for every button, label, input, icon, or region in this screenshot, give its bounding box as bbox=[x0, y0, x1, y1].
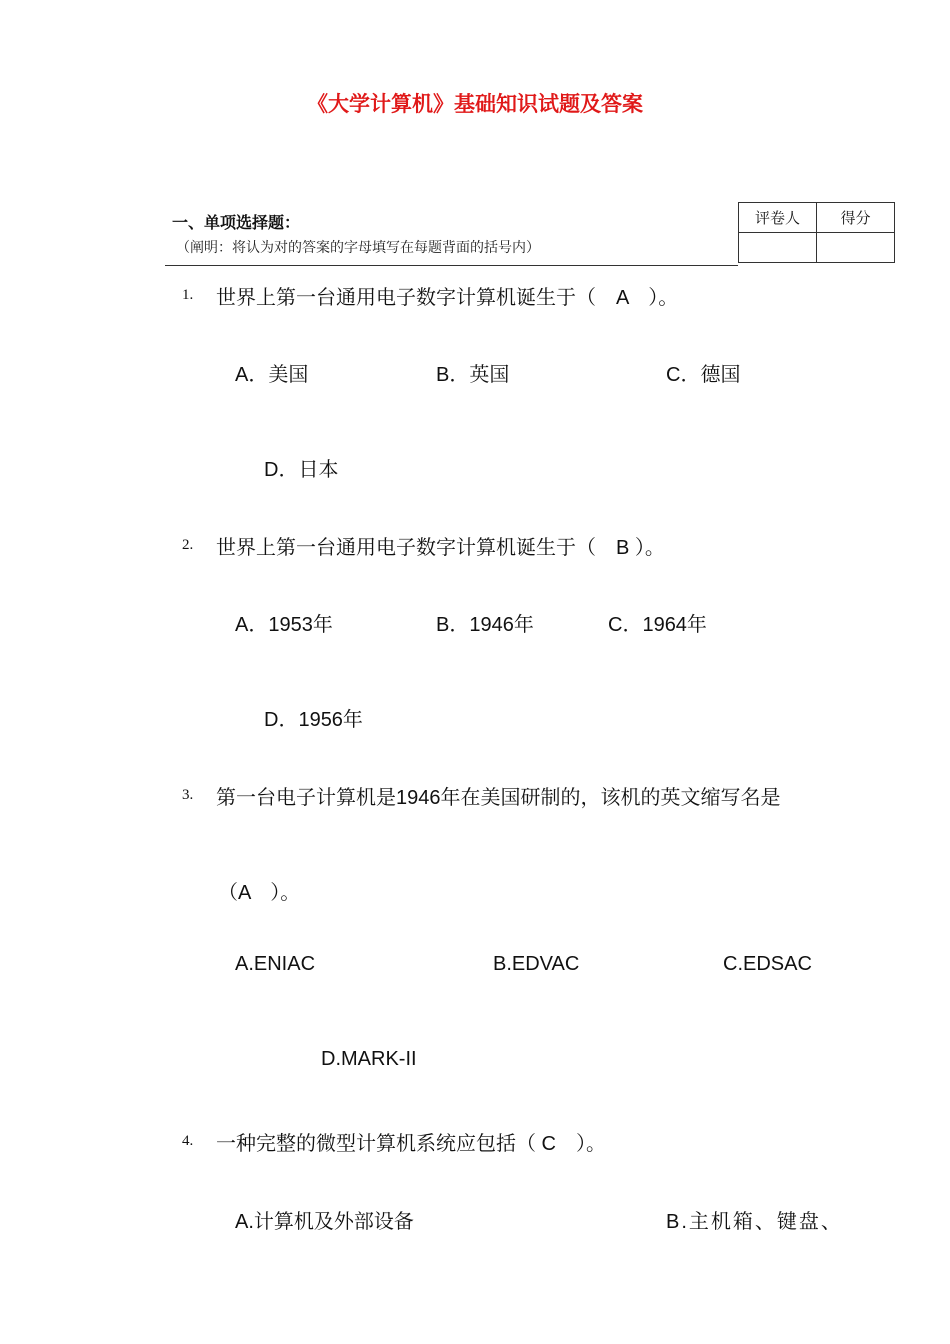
question-2-option-a: A．1953年 bbox=[235, 614, 333, 636]
score-table bbox=[738, 202, 895, 263]
reviewer-header: 评卷人 bbox=[739, 203, 817, 233]
reviewer-cell bbox=[739, 233, 817, 263]
question-3-text: 第一台电子计算机是1946年在美国研制的，该机的英文缩写名是 bbox=[216, 787, 781, 809]
question-4-option-b: B.主机箱、键盘、 bbox=[666, 1211, 843, 1233]
question-1-option-b: B．英国 bbox=[436, 364, 510, 386]
question-3-option-d: D.MARK-II bbox=[321, 1048, 417, 1070]
question-3-number: 3. bbox=[182, 787, 194, 803]
section-divider bbox=[165, 265, 738, 266]
question-4-number: 4. bbox=[182, 1133, 194, 1149]
score-header: 得分 bbox=[817, 203, 895, 233]
question-1-option-a: A．美国 bbox=[235, 364, 309, 386]
section-note: （阐明：将认为对的答案的字母填写在每题背面的括号内） bbox=[176, 239, 540, 255]
document-title: 《大学计算机》基础知识试题及答案 bbox=[307, 93, 643, 116]
question-2-option-c: C．1964年 bbox=[608, 614, 707, 636]
question-3-answer-blank: （A ）。 bbox=[218, 882, 301, 904]
question-2-text: 世界上第一台通用电子数字计算机诞生于（ B ）。 bbox=[216, 537, 665, 559]
question-1-number: 1. bbox=[182, 287, 194, 303]
question-2-option-b: B．1946年 bbox=[436, 614, 534, 636]
question-1-text: 世界上第一台通用电子数字计算机诞生于（ A ）。 bbox=[216, 287, 679, 309]
score-cell bbox=[817, 233, 895, 263]
question-1-option-c: C．德国 bbox=[666, 364, 741, 386]
question-4-option-a: A.计算机及外部设备 bbox=[235, 1211, 414, 1233]
section-title: 一、单项选择题： bbox=[172, 215, 301, 232]
question-2-option-d: D．1956年 bbox=[264, 709, 363, 731]
question-3-option-b: B.EDVAC bbox=[493, 953, 580, 975]
question-3-option-c: C.EDSAC bbox=[723, 953, 812, 975]
question-1-option-d: D．日本 bbox=[264, 459, 339, 481]
question-3-option-a: A.ENIAC bbox=[235, 953, 316, 975]
question-4-text: 一种完整的微型计算机系统应包括（ C ）。 bbox=[216, 1133, 606, 1155]
question-2-number: 2. bbox=[182, 537, 194, 553]
